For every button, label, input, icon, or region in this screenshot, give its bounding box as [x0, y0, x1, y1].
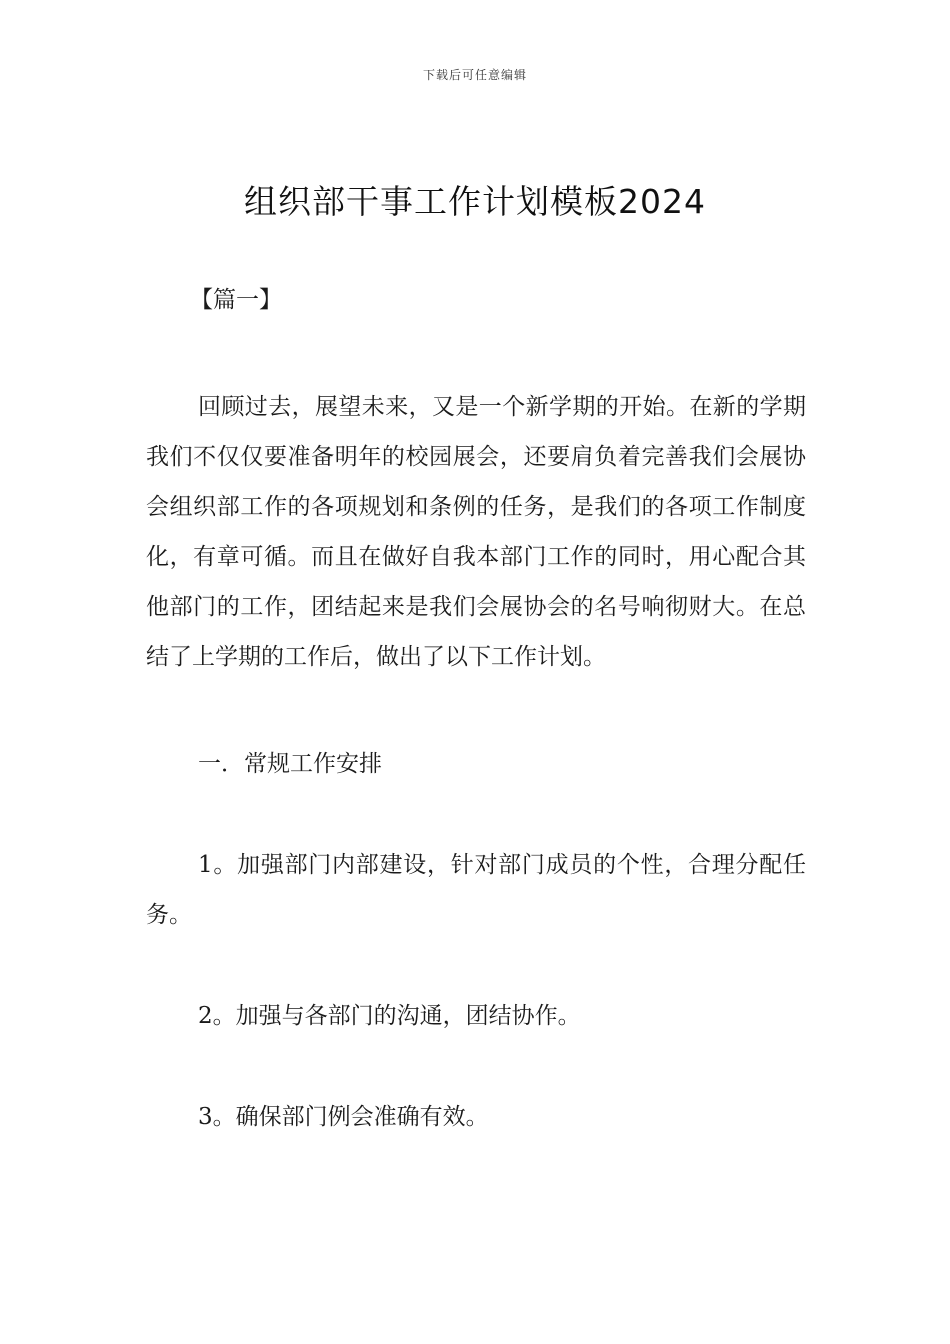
list-item: 2。加强与各部门的沟通，团结协作。 [198, 1003, 581, 1029]
document-title: 组织部干事工作计划模板2024 [244, 182, 706, 221]
list-item: 3。确保部门例会准确有效。 [198, 1104, 489, 1130]
spacer [146, 940, 806, 991]
intro-paragraph: 回顾过去，展望未来，又是一个新学期的开始。在新的学期我们不仅仅要准备明年的校园展会，还要肩负着完善我们会展协会组织部工作的各项规划和条例的任务，是我们的各项工作制度化，有章可循。而且在做好自我本部门工作的同时，用心配合其他部门的工作，团结起来是我们会展协会的名号响彻财大。在总结了上学期的工作后，做出了以下工作计划。 [146, 394, 806, 670]
spacer [146, 1041, 806, 1092]
section-heading: 一．常规工作安排 [198, 751, 382, 777]
header-note: 下载后可任意编辑 [422, 68, 527, 82]
list-item: 1。加强部门内部建设，针对部门成员的个性，合理分配任务。 [146, 852, 806, 928]
section-label: 【篇一】 [190, 287, 282, 313]
spacer [146, 789, 806, 840]
spacer [146, 318, 806, 382]
spacer [146, 682, 806, 739]
document-body [146, 282, 806, 1142]
